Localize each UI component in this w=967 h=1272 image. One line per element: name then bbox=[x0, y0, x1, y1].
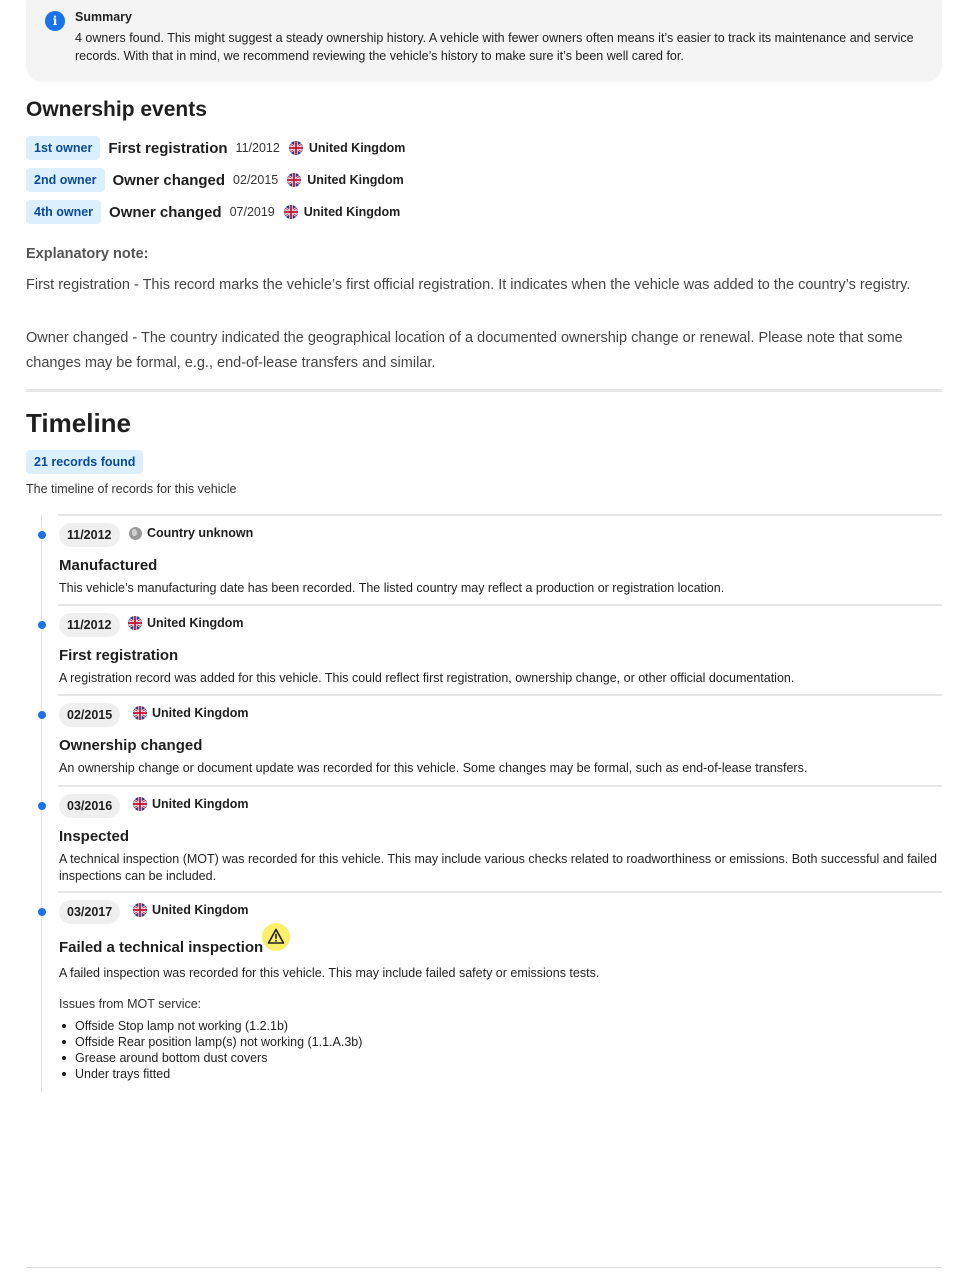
entry-date: 03/2016 bbox=[59, 794, 120, 818]
ownership-date: 02/2015 bbox=[233, 173, 279, 187]
uk-flag-icon bbox=[289, 141, 303, 155]
entry-country: United Kingdom bbox=[152, 797, 249, 811]
ownership-date: 07/2019 bbox=[229, 205, 275, 219]
entry-title: First registration bbox=[59, 647, 179, 664]
uk-flag-icon bbox=[287, 173, 301, 187]
entry-country: United Kingdom bbox=[147, 616, 244, 630]
entry-date: 11/2012 bbox=[59, 523, 120, 547]
summary-title: Summary bbox=[75, 10, 132, 24]
entry-description: A registration record was added for this vehicle. This could reflect first registration, ownership change, or other official documentation. bbox=[59, 671, 795, 685]
timeline-heading: Timeline bbox=[26, 408, 132, 438]
footer-divider bbox=[26, 1267, 942, 1268]
mot-issues-label: Issues from MOT service: bbox=[59, 997, 202, 1011]
records-found-badge: 21 records found bbox=[26, 450, 143, 474]
uk-flag-icon bbox=[284, 205, 298, 219]
entry-location bbox=[133, 797, 249, 811]
entry-date: 03/2017 bbox=[59, 900, 120, 924]
entry-country: United Kingdom bbox=[152, 903, 249, 917]
entry-country: United Kingdom bbox=[152, 706, 249, 720]
section-divider bbox=[26, 389, 942, 392]
uk-flag-icon bbox=[133, 903, 147, 917]
entry-description: A failed inspection was recorded for this vehicle. This may include failed safety or emissions tests. bbox=[59, 966, 600, 980]
ownership-event: Owner changed bbox=[109, 203, 222, 221]
mot-issues-list bbox=[75, 1018, 362, 1082]
entry-divider bbox=[58, 514, 942, 516]
entry-country: Country unknown bbox=[147, 526, 254, 540]
entry-location bbox=[129, 526, 253, 540]
globe-icon bbox=[129, 527, 142, 540]
ownership-event: First registration bbox=[108, 139, 228, 157]
entry-title: Manufactured bbox=[59, 557, 158, 574]
summary-text: 4 owners found. This might suggest a steady ownership history. A vehicle with fewer owners often means it’s easier to track its maintenance and service records. With that in mind, we recommend reviewing the vehicle’s history to make sure it’s been well cared for. bbox=[75, 31, 914, 63]
ownership-row bbox=[26, 200, 400, 224]
owner-badge: 1st owner bbox=[26, 136, 100, 160]
entry-title: Failed a technical inspection bbox=[59, 939, 264, 956]
mot-issue: Offside Stop lamp not working (1.2.1b) bbox=[75, 1018, 362, 1034]
explanatory-note-owner-changed: Owner changed - The country indicated the geographical location of a documented ownership change or renewal. Please note that some changes may be formal, e.g., end-of-lease transfers and similar. bbox=[26, 330, 903, 371]
uk-flag-icon bbox=[133, 797, 147, 811]
mot-issue: Offside Rear position lamp(s) not working (1.1.A.3b) bbox=[75, 1035, 363, 1049]
ownership-date: 11/2012 bbox=[235, 141, 280, 155]
ownership-event: Owner changed bbox=[112, 171, 226, 189]
timeline-subtitle: The timeline of records for this vehicle bbox=[26, 482, 237, 496]
ownership-row bbox=[26, 136, 405, 160]
owner-badge: 2nd owner bbox=[26, 168, 105, 192]
entry-divider bbox=[58, 694, 942, 696]
entry-divider bbox=[58, 891, 942, 893]
owner-badge: 4th owner bbox=[26, 200, 101, 224]
uk-flag-icon bbox=[133, 706, 147, 720]
mot-issue: Under trays fitted bbox=[75, 1066, 362, 1082]
entry-divider bbox=[58, 785, 942, 787]
ownership-country: United Kingdom bbox=[308, 141, 406, 155]
summary-box bbox=[26, 0, 942, 82]
ownership-heading: Ownership events bbox=[26, 98, 207, 121]
info-icon: i bbox=[45, 11, 65, 31]
entry-location bbox=[128, 616, 244, 630]
uk-flag-icon bbox=[128, 616, 142, 630]
timeline-dot bbox=[38, 531, 46, 539]
explanatory-note-title: Explanatory note: bbox=[26, 246, 149, 262]
timeline-dot bbox=[38, 621, 46, 629]
entry-location bbox=[133, 706, 249, 720]
entry-date: 02/2015 bbox=[59, 703, 120, 727]
timeline-dot bbox=[38, 908, 46, 916]
entry-location bbox=[133, 903, 249, 917]
entry-description: A technical inspection (MOT) was recorded for this vehicle. This may include various checks related to roadworthiness or emissions. Both successful and failed inspections can be included. bbox=[59, 852, 937, 883]
mot-issue: Grease around bottom dust covers bbox=[75, 1050, 362, 1066]
warning-icon bbox=[262, 923, 290, 951]
entry-description: This vehicle’s manufacturing date has been recorded. The listed country may reflect a production or registration location. bbox=[59, 581, 725, 595]
ownership-row bbox=[26, 168, 404, 192]
explanatory-note-first-registration: First registration - This record marks the vehicle’s first official registration. It indicates when the vehicle was added to the country’s registry. bbox=[26, 277, 911, 293]
entry-description: An ownership change or document update was recorded for this vehicle. Some changes may be formal, such as end-of-lease transfers. bbox=[59, 761, 808, 775]
entry-title: Ownership changed bbox=[59, 737, 203, 754]
entry-title: Inspected bbox=[59, 828, 130, 845]
ownership-country: United Kingdom bbox=[307, 173, 404, 187]
timeline-dot bbox=[38, 711, 46, 719]
timeline-dot bbox=[38, 802, 46, 810]
ownership-country: United Kingdom bbox=[303, 205, 401, 219]
entry-divider bbox=[58, 604, 942, 606]
entry-date: 11/2012 bbox=[59, 613, 120, 637]
